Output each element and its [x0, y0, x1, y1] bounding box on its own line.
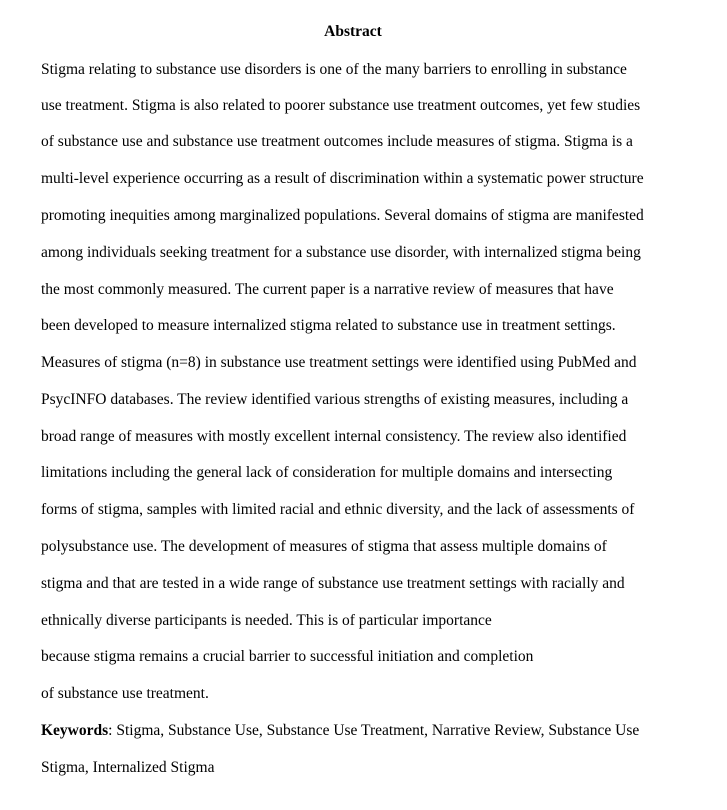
keywords-line-continued: Stigma, Internalized Stigma	[41, 759, 215, 776]
abstract-line: been developed to measure internalized stigma related to substance use in treatment settings.	[41, 317, 616, 334]
abstract-line: Measures of stigma (n=8) in substance use treatment settings were identified using PubMed and	[41, 354, 637, 371]
abstract-line: the most commonly measured. The current paper is a narrative review of measures that have	[41, 281, 614, 298]
abstract-line: broad range of measures with mostly excellent internal consistency. The review also identified	[41, 428, 627, 445]
abstract-line: PsycINFO databases. The review identified various strengths of existing measures, including a	[41, 391, 629, 408]
abstract-title: Abstract	[324, 23, 382, 40]
keywords-label: Keywords	[41, 722, 109, 739]
abstract-line: of substance use treatment.	[41, 685, 209, 702]
abstract-line: Stigma relating to substance use disorders is one of the many barriers to enrolling in substance	[41, 61, 627, 78]
abstract-line: forms of stigma, samples with limited racial and ethnic diversity, and the lack of assessments of	[41, 501, 635, 518]
abstract-line: promoting inequities among marginalized populations. Several domains of stigma are manifested	[41, 207, 644, 224]
abstract-line: stigma and that are tested in a wide range of substance use treatment settings with racially and	[41, 575, 625, 592]
abstract-line: use treatment. Stigma is also related to poorer substance use treatment outcomes, yet few studies	[41, 97, 641, 114]
abstract-line: limitations including the general lack of consideration for multiple domains and intersecting	[41, 464, 613, 481]
abstract-line: because stigma remains a crucial barrier to successful initiation and completion	[41, 648, 534, 665]
abstract-line: polysubstance use. The development of measures of stigma that assess multiple domains of	[41, 538, 607, 555]
keywords-line	[41, 720, 639, 742]
abstract-line: multi-level experience occurring as a result of discrimination within a systematic power structure	[41, 170, 644, 187]
abstract-line: of substance use and substance use treatment outcomes include measures of stigma. Stigma is a	[41, 133, 633, 150]
abstract-line: ethnically diverse participants is needed. This is of particular importance	[41, 612, 492, 629]
abstract-line: among individuals seeking treatment for a substance use disorder, with internalized stigma being	[41, 244, 641, 261]
keywords-list: : Stigma, Substance Use, Substance Use Treatment, Narrative Review, Substance Use	[108, 722, 640, 739]
